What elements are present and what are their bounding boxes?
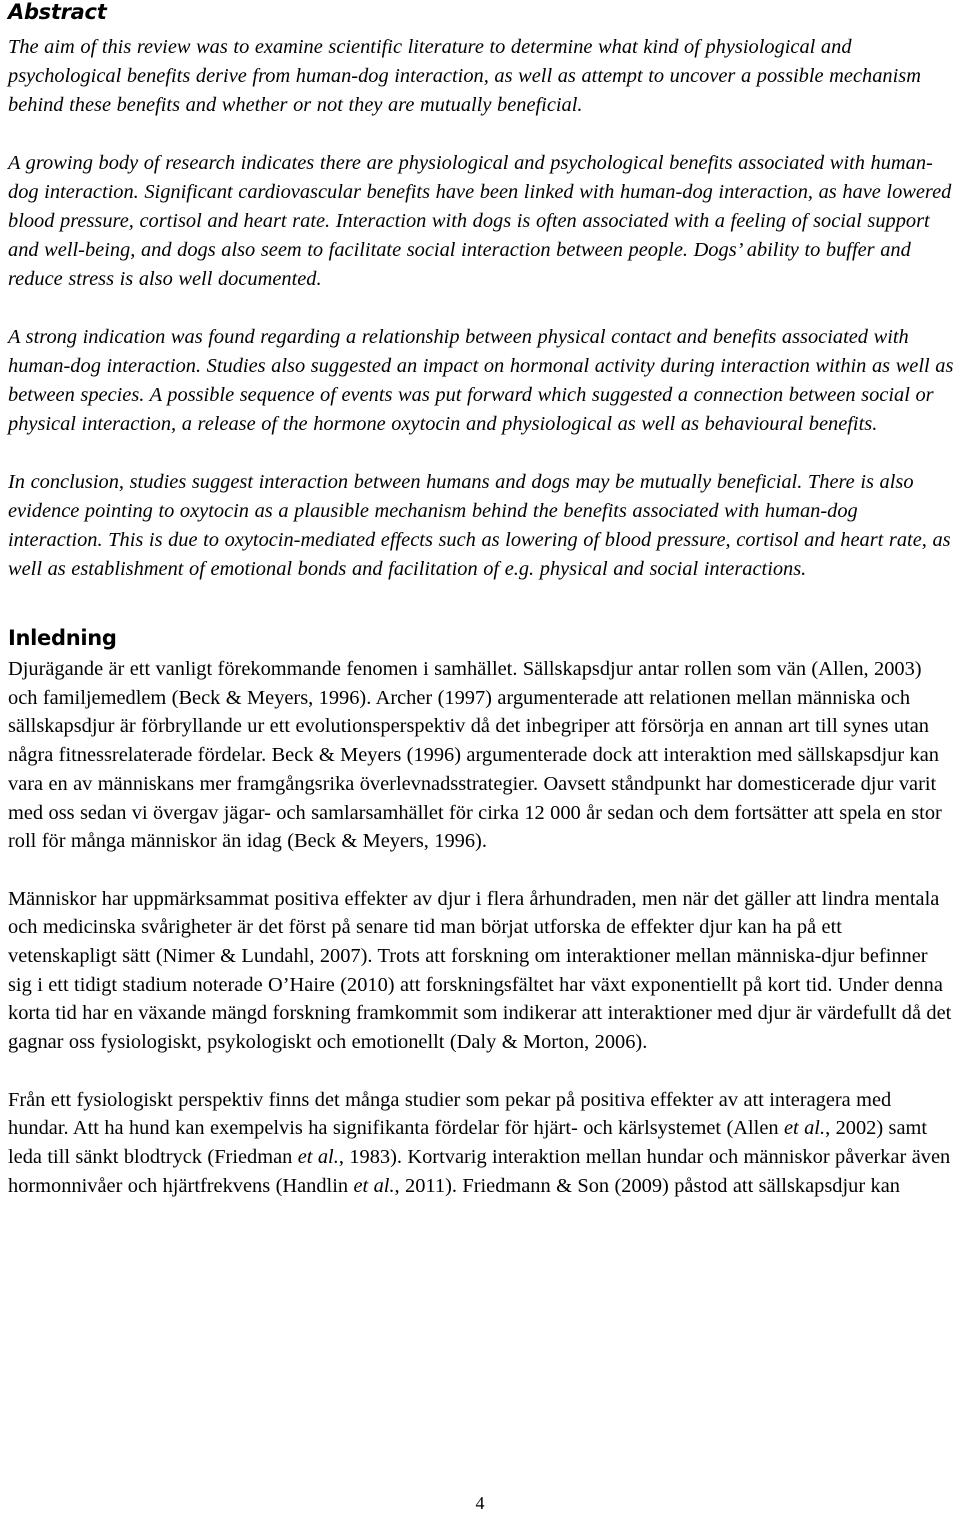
- abstract-section: [8, 0, 956, 584]
- introduction-paragraph: Djurägande är ett vanligt förekommande fenomen i samhället. Sällskapsdjur antar rollen som vän (Allen, 2003) och familjemedlem (Beck & Meyers, 1996). Archer (1997) argumenterade att relationen mellan människa och sällskapsdjur är förbryllande ur ett evolutionsperspektiv då det inbegriper att försörja en annan art till synes utan några fitnessrelaterade fördelar. Beck & Meyers (1996) argumenterade dock att interaktion med sällskapsdjur kan vara en av människans mer framgångsrika överlevnadsstrategier. Oavsett ståndpunkt har domesticerade djur varit med oss sedan vi övergav jägar- och samlarsamhället för cirka 12 000 år sedan och dem fortsätter att spela en stor roll för många människor än idag (Beck & Meyers, 1996).: [8, 658, 942, 853]
- et-al-citation: et al.: [297, 1145, 339, 1168]
- abstract-heading: Abstract: [8, 0, 107, 24]
- paragraph-text: Från ett fysiologiskt perspektiv finns det många studier som pekar på positiva effekter av att interagera med hundar. Att ha hund kan exempelvis ha signifikanta fördelar för hjärt- och kärlsystemet (Allen: [8, 1088, 892, 1140]
- et-al-citation: et al.: [353, 1174, 395, 1197]
- abstract-paragraph: A strong indication was found regarding a relationship between physical contact and benefits associated with human-dog interaction. Studies also suggested an impact on hormonal activity during interaction within as well as between species. A possible sequence of events was put forward which suggested a connection between social or physical interaction, a release of the hormone oxytocin and physiological as well as behavioural benefits.: [8, 326, 954, 435]
- abstract-paragraph: The aim of this review was to examine scientific literature to determine what kind of physiological and psychological benefits derive from human-dog interaction, as well as attempt to uncover a possible mechanism behind these benefits and whether or not they are mutually beneficial.: [8, 36, 921, 116]
- introduction-paragraph: Människor har uppmärksammat positiva effekter av djur i flera århundraden, men när det gäller att lindra mentala och medicinska svårigheter är det först på senare tid man börjat utforska de effekter djur kan ha på ett vetenskapligt sätt (Nimer & Lundahl, 2007). Trots att forskning om interaktioner mellan människa-djur befinner sig i ett tidigt stadium noterade O’Haire (2010) att forskningsfältet har växt exponentiellt på kort tid. Under denna korta tid har en växande mängd forskning framkommit som indikerar att interaktioner med djur är värdefullt då det gagnar oss fysiologiskt, psykologiskt och emotionellt (Daly & Morton, 2006).: [8, 887, 952, 1054]
- introduction-paragraph: [8, 1086, 956, 1201]
- introduction-heading: Inledning: [8, 626, 117, 650]
- document-page: [8, 0, 956, 1200]
- paragraph-text: , 2011). Friedmann & Son (2009) påstod att sällskapsdjur kan: [394, 1174, 900, 1197]
- abstract-paragraph: A growing body of research indicates there are physiological and psychological benefits associated with human-dog interaction. Significant cardiovascular benefits have been linked with human-dog interaction, as have lowered blood pressure, cortisol and heart rate. Interaction with dogs is often associated with a feeling of social support and well-being, and dogs also seem to facilitate social interaction between people. Dogs’ ability to buffer and reduce stress is also well documented.: [8, 152, 952, 290]
- page-number: 4: [475, 1493, 485, 1513]
- introduction-section: [8, 625, 956, 1200]
- paragraph-text: , 2002) samt leda till sänkt blodtryck (Friedman: [8, 1117, 928, 1168]
- paragraph-text: , 1983). Kortvarig interaktion mellan hundar och människor påverkar även hormonnivåer och hjärtfrekvens (Handlin: [8, 1145, 951, 1197]
- et-al-citation: et al.: [784, 1117, 826, 1140]
- abstract-paragraph: In conclusion, studies suggest interaction between humans and dogs may be mutually beneficial. There is also evidence pointing to oxytocin as a plausible mechanism behind the benefits associated with human-dog interaction. This is due to oxytocin-mediated effects such as lowering of blood pressure, cortisol and heart rate, as well as establishment of emotional bonds and facilitation of e.g. physical and social interactions.: [8, 471, 951, 580]
